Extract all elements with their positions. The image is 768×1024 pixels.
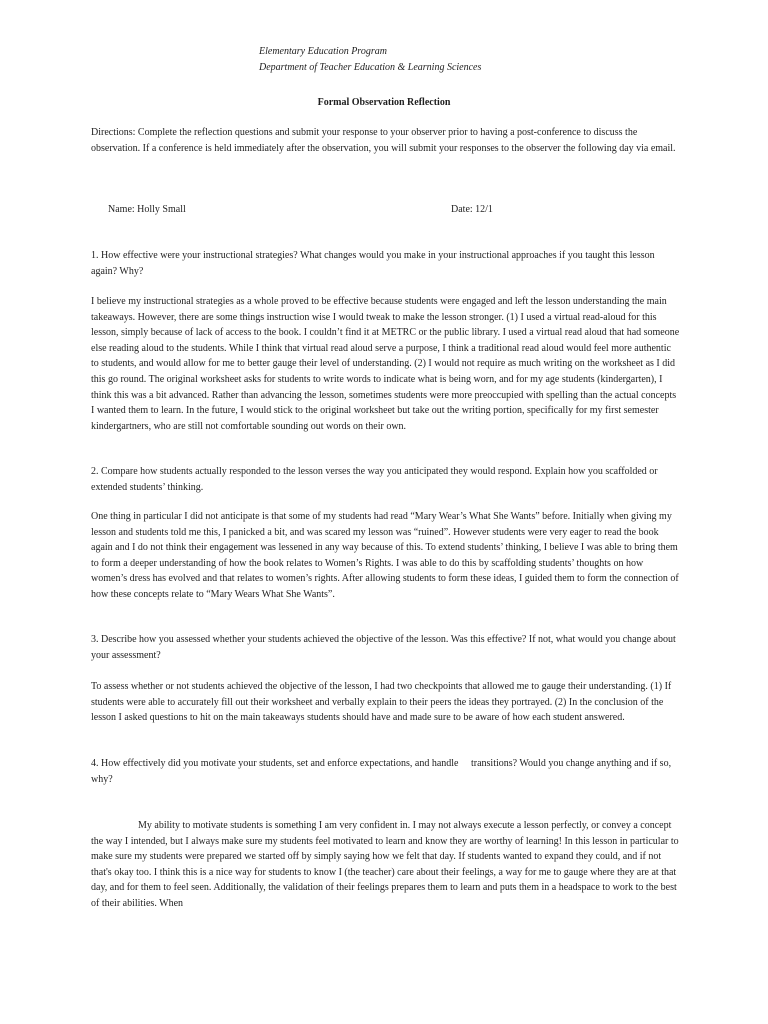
student-name: Name: Holly Small: [108, 204, 186, 215]
question-3: 3. Describe how you assessed whether your students achieved the objective of the lesson. Was this effective? If not, what would you change about your assessment?: [91, 634, 676, 661]
question-4: 4. How effectively did you motivate your students, set and enforce expectations, and handle transitions? Would you change anything and if so, why?: [91, 758, 674, 785]
department-heading: Department of Teacher Education & Learning Sciences: [259, 62, 482, 73]
answer-4: My ability to motivate students is something I am very confident in. I may not always execute a lesson perfectly, or convey a concept the way I intended, but I always make sure my students feel motivated to learn and know they are worthy of learning! In this lesson in particular to make sure my students were prepared we started off by simply saying how we felt that day. If students wanted to expand they could, and if not that's okay too. I think this is a nice way for students to know I (the teacher) care about their feelings, a way for me to gauge where they are at that day, and for them to feel seen. Additionally, the validation of their feelings prepares them to learn and puts them in a headspace to work to the best of their abilities. When: [91, 820, 679, 909]
observation-date: Date: 12/1: [451, 204, 493, 215]
document-title: Formal Observation Reflection: [317, 97, 451, 108]
question-2: 2. Compare how students actually responded to the lesson verses the way you anticipated they would respond. Explain how you scaffolded or extended students’ thinking.: [91, 466, 658, 493]
answer-1: I believe my instructional strategies as a whole proved to be effective because students were engaged and left the lesson understanding the main takeaways. However, there are some things instruction wise I would tweak to make the lesson stronger. (1) I used a virtual read-aloud for this lesson, simply because of lack of access to the book. I couldn’t find it at METRC or the public library. I used a virtual read aloud that had someone else reading aloud to the students. While I think that virtual read aloud serve a purpose, I think a traditional read aloud would feel more authentic to students, and would allow for me to better gauge their level of understanding. (2) I would not require as much writing on the worksheet as I did this go round. The original worksheet asks for students to write words to indicate what is being worn, and for my age students (kindergarten), I think this was a bit advanced. Rather than advancing the lesson, sometimes students were more preoccupied with spelling than the actual concepts I wanted them to learn. In the future, I would stick to the original worksheet but take out the writing portion, specifically for my first semester kindergartners, who are still not comfortable sounding out words on their own.: [91, 296, 680, 432]
answer-2: One thing in particular I did not anticipate is that some of my students had read “Mary Wear’s What She Wants” before. Initially when giving my lesson and students told me this, I panicked a bit, and was scared my lesson was “ruined”. However students were very eager to read the book again and I do not think their engagement was lessened in any way because of this. To extend students’ thinking, I believe I was able to bring them to form a deeper understanding of how the book relates to Women’s Rights. I was able to do this by scaffolding students’ thoughts on how women’s dress has evolved and that relates to women’s rights. After allowing students to form these ideas, I guided them to form the connection of how these concepts relate to “Mary Wears What She Wants”.: [91, 511, 679, 600]
answer-3: To assess whether or not students achieved the objective of the lesson, I had two checkpoints that allowed me to gauge their understanding. (1) If students were able to accurately fill out their worksheet and verbally explain to their peers the ideas they portrayed. (2) In the conclusion of the lesson I asked questions to hit on the main takeaways students should have and made sure to be aware of how each student answered.: [91, 681, 672, 724]
question-1: 1. How effective were your instructional strategies? What changes would you make in your instructional approaches if you taught this lesson again? Why?: [91, 250, 655, 277]
directions-paragraph: Directions: Complete the reflection questions and submit your response to your observer prior to having a post-conference to discuss the observation. If a conference is held immediately after the observation, you will submit your responses to the observer the following day via email.: [91, 127, 676, 154]
program-heading: Elementary Education Program: [259, 46, 387, 57]
